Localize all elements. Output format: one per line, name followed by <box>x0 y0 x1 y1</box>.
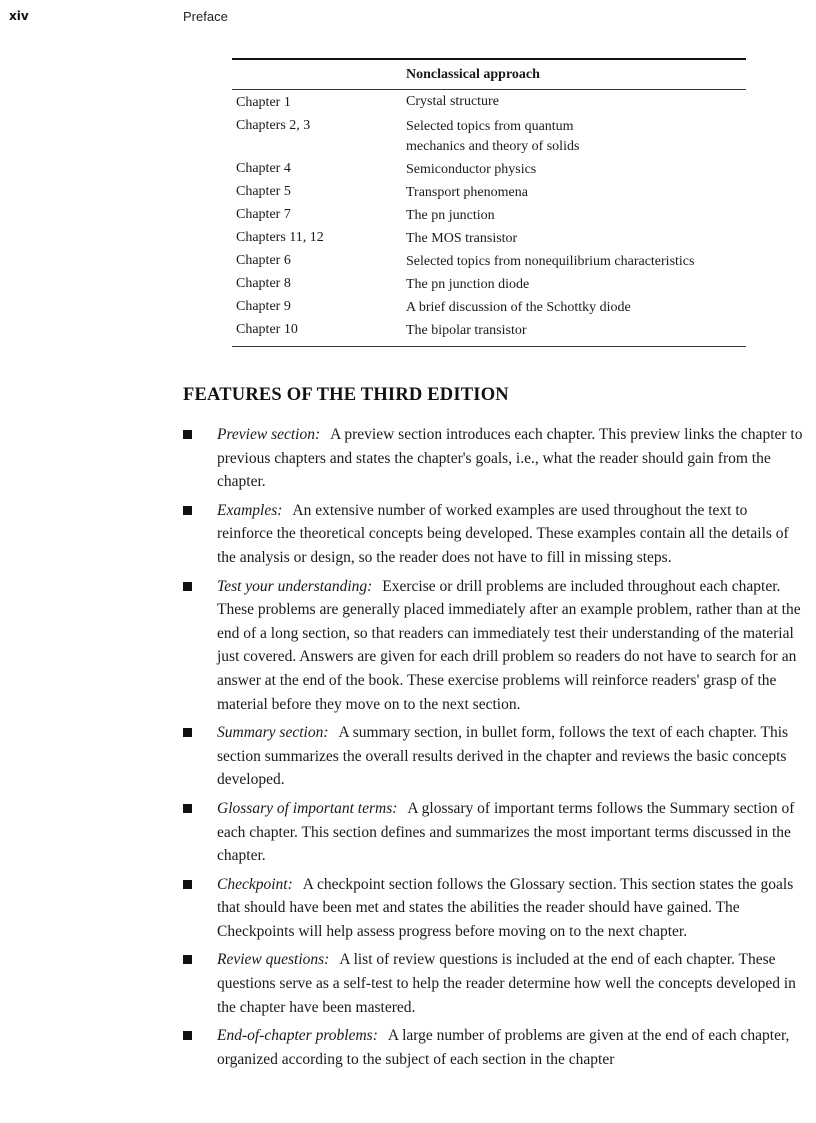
feature-text: A preview section introduces each chapter. This preview links the chapter to previous chapters and states the chapter's goals, i.e., what the reader should gain from the chapter. <box>217 426 803 491</box>
topic-cell: Selected topics from quantum mechanics and theory of solids <box>406 118 580 154</box>
table-header-row <box>232 59 746 90</box>
table-row <box>232 319 746 347</box>
feature-text: A glossary of important terms follows the Summary section of each chapter. This section defines and summarizes the most important terms discussed in the chapter. <box>217 799 795 865</box>
feature-item <box>183 575 803 717</box>
topic-cell: The pn junction <box>406 207 495 223</box>
feature-item <box>183 873 803 944</box>
square-bullet-icon <box>183 880 192 889</box>
feature-term: Preview section: <box>217 426 321 443</box>
chapter-cell: Chapters 11, 12 <box>236 229 324 245</box>
feature-text: A large number of problems are given at the end of each chapter, organized according to the subject of each section in the chapter <box>217 1027 790 1068</box>
feature-item <box>183 499 803 570</box>
table-heading: Nonclassical approach <box>406 59 746 90</box>
chapter-cell: Chapter 4 <box>236 160 291 176</box>
chapter-cell: Chapter 7 <box>236 206 291 222</box>
chapter-cell: Chapter 5 <box>236 183 291 199</box>
square-bullet-icon <box>183 582 192 591</box>
feature-text: A checkpoint section follows the Glossary section. This section states the goals that should have been met and states the abilities the reader should have gained. The Checkpoints will help assess progress before moving on to the next chapter. <box>217 875 794 940</box>
feature-term: Checkpoint: <box>217 875 293 893</box>
feature-term: End-of-chapter problems: <box>217 1027 378 1045</box>
table-row <box>232 227 746 250</box>
feature-text: Exercise or drill problems are included throughout each chapter. These problems are generally placed immediately after an example problem, rather than at the end of a long section, so that readers can immediately test their understanding of the material just covered. Answers are given for each drill problem so readers do not have to search for an answer at the end of the book. These exercise problems will reinforce readers' grasp of the material before they move on to the next section. <box>217 577 801 713</box>
table-row <box>232 158 746 181</box>
topic-cell: Selected topics from nonequilibrium characteristics <box>406 253 695 269</box>
section-heading: FEATURES OF THE THIRD EDITION <box>183 385 509 405</box>
feature-term: Review questions: <box>217 951 330 969</box>
topic-cell: The MOS transistor <box>406 230 518 246</box>
chapter-cell: Chapter 8 <box>236 275 291 291</box>
page-number: xiv <box>9 9 29 23</box>
chapter-cell: Chapter 1 <box>236 95 291 110</box>
table-row <box>232 115 746 158</box>
chapter-table <box>232 58 746 347</box>
topic-cell: Crystal structure <box>406 94 499 109</box>
feature-text: A summary section, in bullet form, follows the text of each chapter. This section summarizes the overall results derived in the chapter and reviews the basic concepts developed. <box>217 724 789 789</box>
feature-text: An extensive number of worked examples are used throughout the text to reinforce the theoretical concepts being developed. These examples contain all the details of the analysis or design, so the reader does not have to fill in missing steps. <box>217 501 789 566</box>
running-head: Preface <box>183 9 228 24</box>
topic-cell: The pn junction diode <box>406 276 530 292</box>
topic-cell: Transport phenomena <box>406 184 528 200</box>
topic-cell: Semiconductor physics <box>406 161 537 177</box>
square-bullet-icon <box>183 728 192 737</box>
square-bullet-icon <box>183 1031 192 1040</box>
feature-item <box>183 721 803 792</box>
table-row <box>232 296 746 319</box>
square-bullet-icon <box>183 955 192 964</box>
chapter-cell: Chapters 2, 3 <box>236 117 311 133</box>
feature-list <box>183 423 803 1076</box>
feature-term: Summary section: <box>217 724 329 742</box>
feature-term: Glossary of important terms: <box>217 799 398 817</box>
table-header-blank <box>232 59 406 90</box>
table-row <box>232 90 746 115</box>
feature-term: Examples: <box>217 501 283 519</box>
feature-item <box>183 423 803 494</box>
table-row <box>232 181 746 204</box>
table-row <box>232 273 746 296</box>
table-row <box>232 250 746 273</box>
feature-item <box>183 1024 803 1071</box>
square-bullet-icon <box>183 506 192 515</box>
square-bullet-icon <box>183 430 192 439</box>
topic-cell: A brief discussion of the Schottky diode <box>406 299 631 315</box>
square-bullet-icon <box>183 804 192 813</box>
table-row <box>232 204 746 227</box>
chapter-cell: Chapter 10 <box>236 321 298 337</box>
feature-term: Test your understanding: <box>217 577 373 595</box>
feature-text: A list of review questions is included at the end of each chapter. These questions serve as a self-test to help the reader determine how well the concepts developed in the chapter have been mastered. <box>217 951 796 1016</box>
chapter-cell: Chapter 6 <box>236 252 291 268</box>
chapter-cell: Chapter 9 <box>236 298 291 314</box>
feature-item <box>183 797 803 868</box>
topic-cell: The bipolar transistor <box>406 322 527 338</box>
feature-item <box>183 948 803 1019</box>
